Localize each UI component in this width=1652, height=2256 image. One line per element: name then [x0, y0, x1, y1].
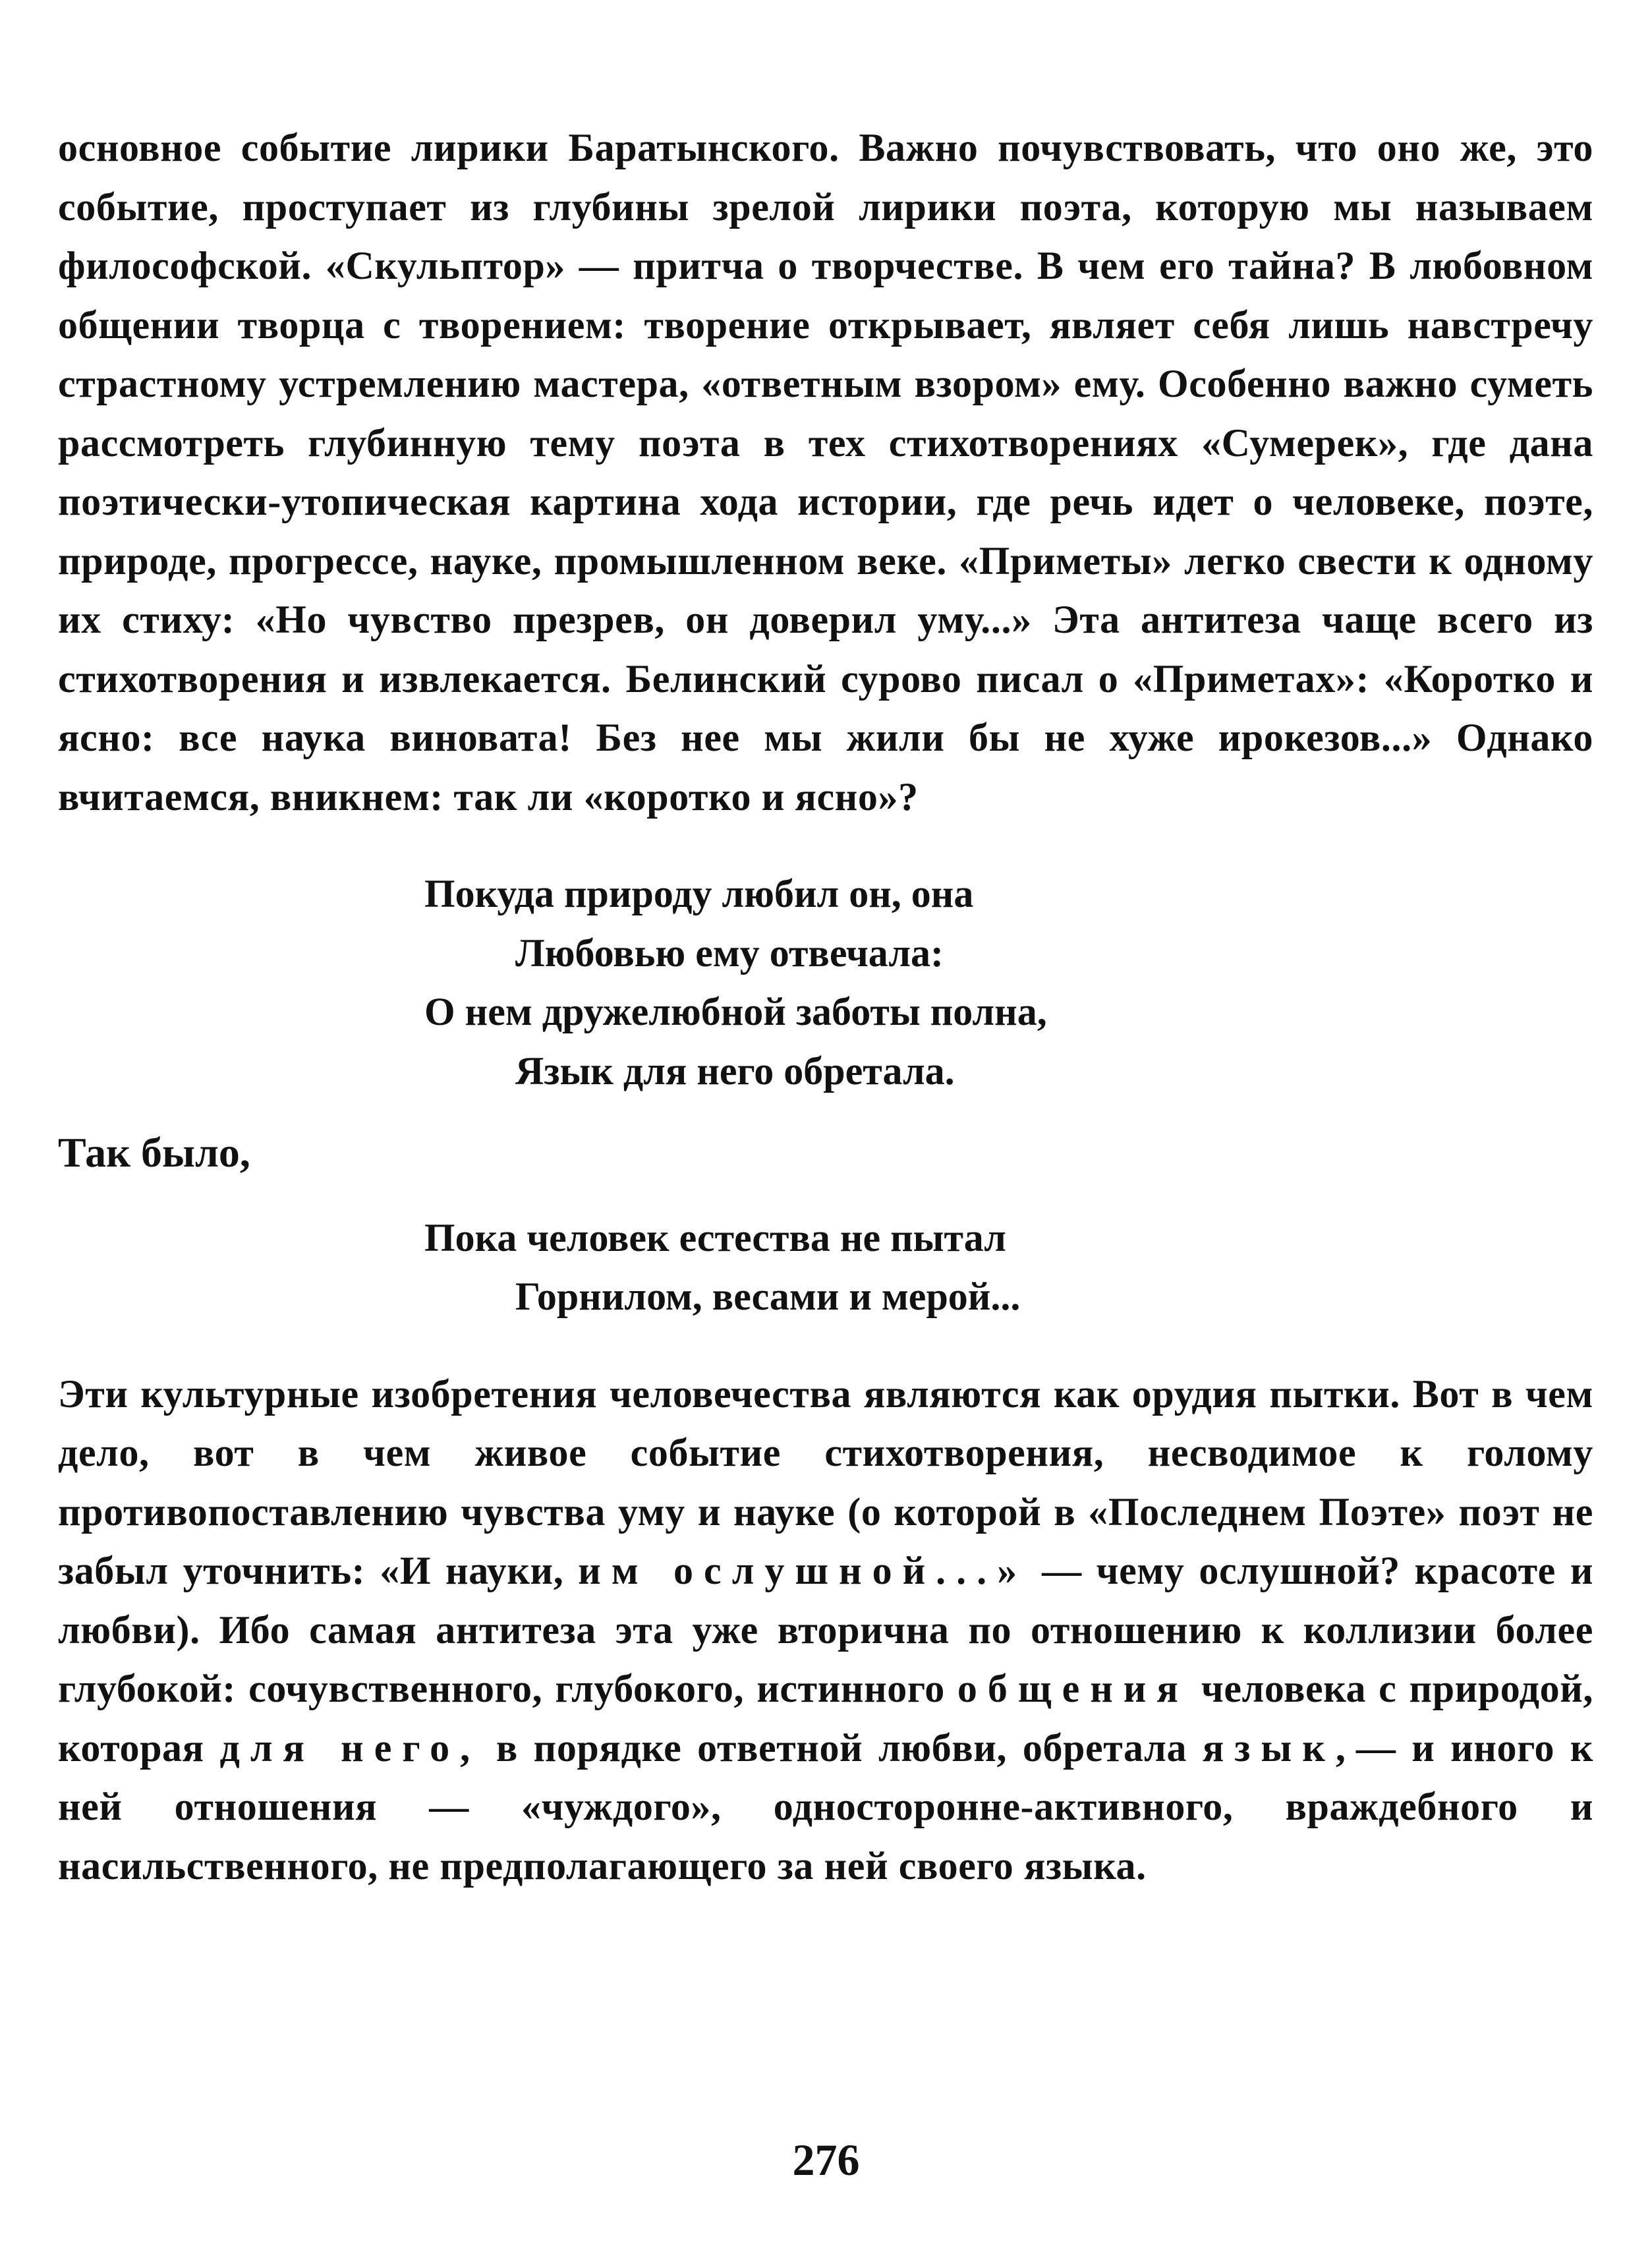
verse-line: Любовью ему отвечала: [515, 931, 944, 975]
page-body [58, 119, 1593, 1895]
verse-line: Покуда природу любил он, она [424, 872, 974, 915]
verse-stanza-2 [424, 1209, 1593, 1327]
spaced-emphasis: общения [957, 1667, 1189, 1710]
paragraph-2-text: человека с природой, которая [58, 1667, 1594, 1770]
spaced-emphasis: язык, [1202, 1725, 1356, 1770]
paragraph-2-text: в порядке ответной любви, обретала [480, 1725, 1203, 1770]
paragraph-1: основное событие лирики Баратынского. Важно почувствовать, что оно же, это событие, проступает из глубины зрелой лирики поэта, которую мы называем философской. «Скульптор» — притча о творчестве. В чем его тайна? В любовном общении творца с творением: творение открывает, являет себя лишь навстречу страстному устремлению мастера, «ответным взором» ему. Особенно важно суметь рассмотреть глубинную тему поэта в тех стихотворениях «Сумерек», где дана поэтически-утопическая картина хода истории, где речь идет о человеке, поэте, природе, прогрессе, науке, промышленном веке. «Приметы» легко свести к одному их стиху: «Но чувство презрев, он доверил уму...» Эта антитеза чаще всего из стихотворения и извлекается. Белинский сурово писал о «Приметах»: «Коротко и ясно: все наука виновата! Без нее мы жили бы не хуже ирокезов...» Однако вчитаемся, вникнем: так ли «коротко и ясно»? [58, 126, 1593, 819]
verse-line: Язык для него обретала. [515, 1049, 955, 1093]
verse-line: Пока человек естества не пытал [424, 1215, 1006, 1259]
verse-stanza-1 [424, 865, 1593, 1101]
verse-line: Горнилом, весами и мерой... [515, 1275, 1021, 1318]
spaced-emphasis: для него, [219, 1725, 481, 1770]
paragraph-2-text: Эти культурные изобретения человечества являются как орудия пытки. Вот в чем дело, вот в чем живое событие стихотворения, несводимое к голому противопоставлению чувства уму и науке (о которой в «Последнем Поэте» поэт не забыл уточнить: «И науки, [58, 1372, 1593, 1592]
paragraph-2 [58, 1365, 1593, 1896]
paragraph-2-text: — и иного к ней отношения — «чуждого», односторонне-активного, враждебного и насильственного, не предполагающего за ней своего языка. [58, 1725, 1593, 1888]
page-number: 276 [792, 2135, 860, 2185]
verse-line: О нем дружелюбной заботы полна, [424, 990, 1047, 1033]
paragraph-2-text: — чему ослушной? красоте и любви). Ибо самая антитеза эта уже вторична по отношению к коллизии более глубокой: сочувственного, глубокого, истинного [58, 1549, 1594, 1710]
spaced-emphasis: им ослушной...» [578, 1549, 1028, 1592]
interjection: Так было, [58, 1129, 250, 1176]
